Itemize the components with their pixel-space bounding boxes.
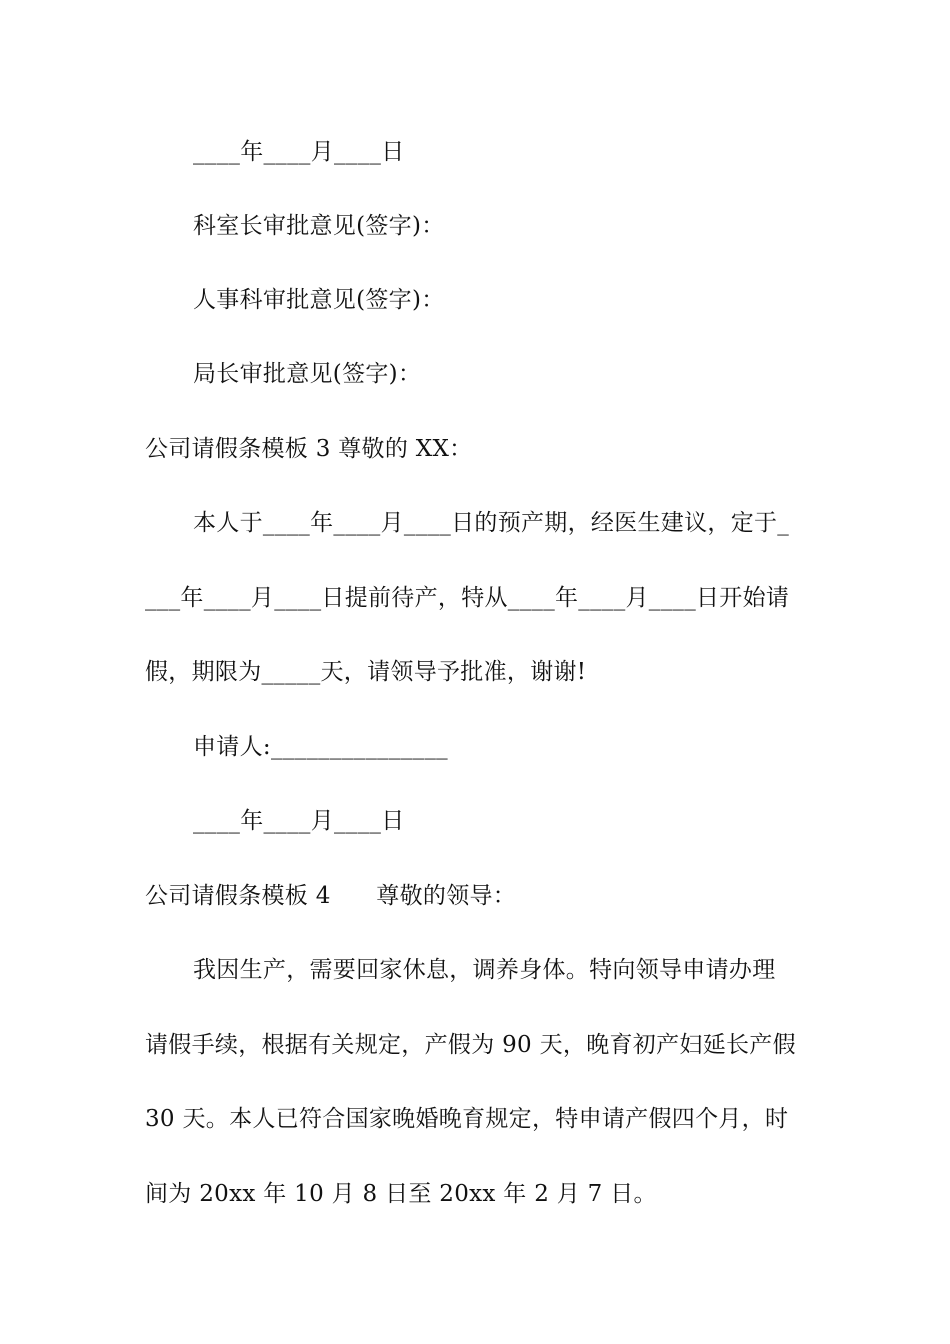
date-line: ____年____月____日 [193,139,405,165]
director-approval-line: 局长审批意见(签字)： [193,361,422,387]
body-paragraph-line: 假，期限为_____天，请领导予批准，谢谢! [145,659,587,685]
date-line: ____年____月____日 [193,808,405,834]
body-paragraph-line: ___年____月____日提前待产，特从____年____月____日开始请 [145,585,790,611]
body-paragraph-line: 本人于____年____月____日的预产期，经医生建议，定于_ [193,510,790,536]
template-3-heading: 公司请假条模板 3 尊敬的 XX： [145,436,473,462]
template-4-heading: 公司请假条模板 4 尊敬的领导： [145,883,517,909]
applicant-line: 申请人:_______________ [193,734,448,760]
body-paragraph-line: 间为 20xx 年 10 月 8 日至 20xx 年 2 月 7 日。 [145,1181,657,1207]
body-paragraph-line: 请假手续，根据有关规定，产假为 90 天，晚育初产妇延长产假 [145,1032,796,1058]
section-chief-approval-line: 科室长审批意见(签字)： [193,213,445,239]
body-paragraph-line: 我因生产，需要回家休息，调养身体。特向领导申请办理 [193,957,776,983]
body-paragraph-line: 30 天。本人已符合国家晚婚晚育规定，特申请产假四个月，时 [145,1106,789,1132]
hr-approval-line: 人事科审批意见(签字)： [193,287,445,313]
